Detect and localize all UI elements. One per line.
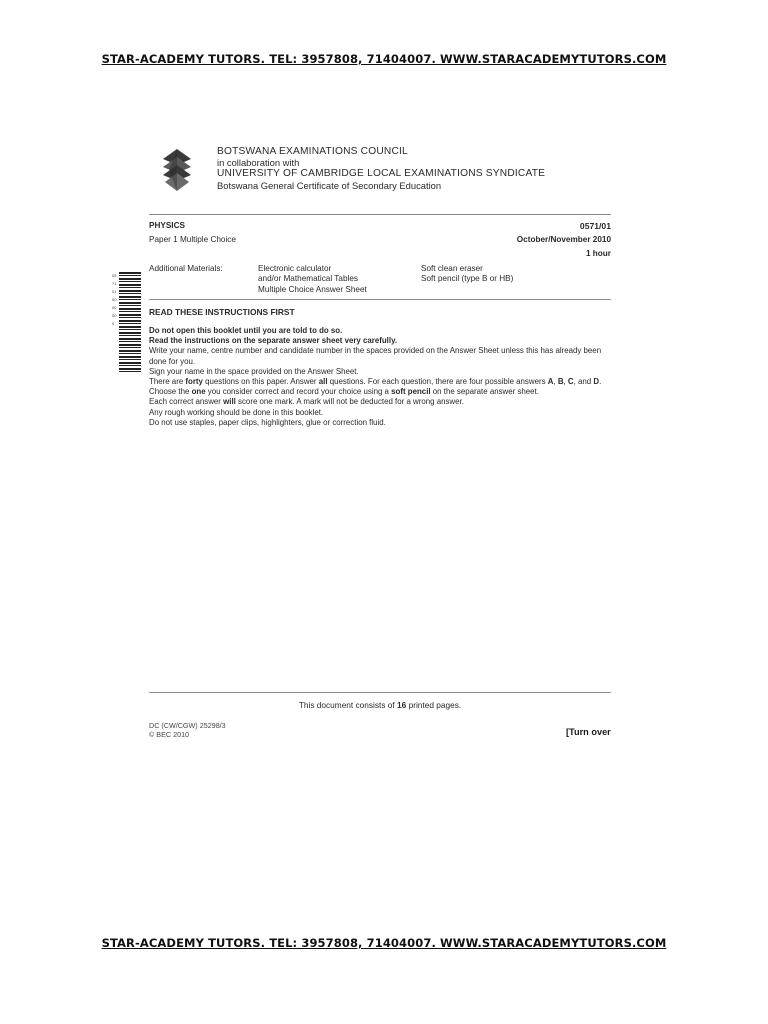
top-banner: STAR-ACADEMY TUTORS. TEL: 3957808, 71404007. WWW.STARACADEMYTUTORS.COM: [101, 52, 667, 66]
page-count-note: This document consists of 16 printed pages.: [298, 700, 462, 710]
council-header: [217, 146, 545, 191]
instruction-line: There are forty questions on this paper. Answer all questions. For each question, there are four possible answers A, B, C, and D. Choose the one you consider correct and record your choice using a soft pencil on the separate answer sheet.: [149, 377, 602, 397]
instruction-line: Do not open this booklet until you are told to do so.: [149, 326, 343, 335]
council-name: BOTSWANA EXAMINATIONS COUNCIL: [217, 146, 408, 157]
barcode-digits: 0571010000000: [112, 273, 117, 326]
turn-over-label: [Turn over: [566, 727, 611, 737]
instructions-body: [149, 326, 615, 428]
material-item: Electronic calculator: [258, 264, 332, 273]
document-code: [149, 721, 226, 739]
divider: [149, 692, 611, 693]
instruction-line: Any rough working should be done in this booklet.: [149, 407, 324, 417]
paper-code: 0571/01: [579, 221, 611, 231]
ucles-name: UNIVERSITY OF CAMBRIDGE LOCAL EXAMINATIONS SYNDICATE: [217, 168, 546, 180]
instruction-line: Do not use staples, paper clips, highlighters, glue or correction fluid.: [149, 417, 386, 427]
barcode: [119, 272, 141, 372]
certificate-name: Botswana General Certificate of Secondary Education: [217, 179, 442, 191]
collab-text: in collaboration with: [217, 157, 300, 169]
material-item: Multiple Choice Answer Sheet: [258, 284, 367, 294]
material-item: and/or Mathematical Tables: [258, 274, 358, 284]
instruction-line: Each correct answer will score one mark. A mark will not be deducted for a wrong answer.: [149, 397, 464, 407]
subject: PHYSICS: [149, 221, 185, 230]
divider: [149, 299, 611, 300]
paper-type: Paper 1 Multiple Choice: [149, 235, 236, 244]
materials-list-2: [421, 264, 513, 285]
materials-list-1: [258, 264, 367, 295]
exam-session: October/November 2010: [516, 235, 611, 244]
instruction-line: Read the instructions on the separate answer sheet very carefully.: [149, 336, 398, 346]
material-item: Soft pencil (type B or HB): [421, 274, 514, 284]
bec-logo-icon: [160, 147, 194, 193]
instruction-line: Sign your name in the space provided on the Answer Sheet.: [149, 366, 359, 376]
copyright-line: © BEC 2010: [149, 730, 190, 739]
document-code-line: DC (CW/CGW) 25298/3: [149, 721, 226, 730]
bottom-banner: STAR-ACADEMY TUTORS. TEL: 3957808, 71404007. WWW.STARACADEMYTUTORS.COM: [101, 936, 667, 950]
material-item: Soft clean eraser: [421, 264, 483, 273]
instruction-line: Write your name, centre number and candidate number in the spaces provided on the Answer Sheet unless this has already been done for you.: [149, 346, 602, 366]
exam-duration: 1 hour: [585, 249, 611, 258]
materials-label: Additional Materials:: [149, 264, 223, 273]
divider: [149, 214, 611, 215]
instructions-heading: READ THESE INSTRUCTIONS FIRST: [149, 307, 295, 317]
